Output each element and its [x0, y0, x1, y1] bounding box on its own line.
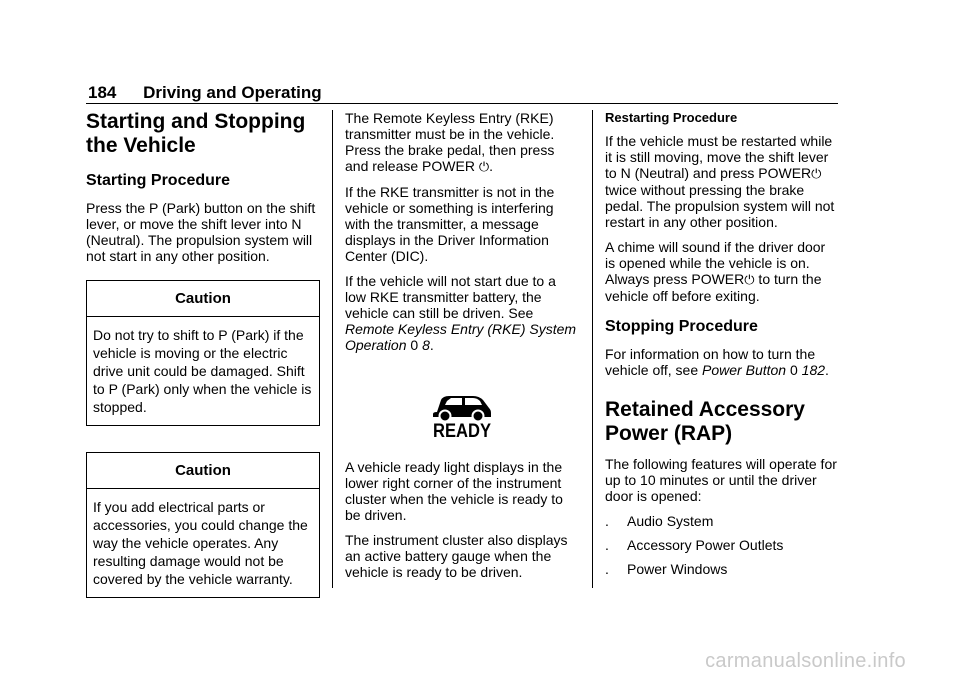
caution-title: Caution: [87, 453, 319, 489]
rke-page-ref[interactable]: 8: [422, 337, 430, 353]
ready-light-graphic: [345, 389, 579, 439]
stopping-paragraph: [605, 346, 839, 378]
low-battery-paragraph: [345, 273, 579, 353]
caution-title: Caution: [87, 281, 319, 317]
list-item-text: Power Windows: [627, 561, 728, 577]
column-2: [345, 110, 579, 589]
stopping-end: .: [825, 362, 829, 378]
power-icon: ⏻: [744, 272, 755, 287]
rke-paragraph: [345, 110, 579, 175]
list-item: [605, 561, 839, 577]
list-item-text: Accessory Power Outlets: [627, 537, 784, 553]
bullet-glyph: .: [605, 561, 609, 577]
caution-box-1: [86, 280, 320, 426]
column-1: [86, 110, 320, 598]
caution-body: Do not try to shift to P (Park) if the vehicle is moving or the electric drive unit could be damaged. Shift to P (Park) only when the vehicle is stopped.: [93, 327, 312, 415]
page-ref-icon: 0: [789, 362, 798, 378]
low-battery-end: .: [429, 337, 434, 353]
chime-text-b: to turn the vehicle off before exiting.: [605, 271, 822, 304]
power-button-page-ref[interactable]: 182: [801, 362, 826, 378]
page-ref-icon: 0: [410, 337, 419, 353]
restarting-procedure-heading: Restarting Procedure: [605, 110, 738, 125]
restart-paragraph-1: [605, 133, 839, 230]
list-item: [605, 513, 839, 529]
chime-text-a: A chime will sound if the driver door is opened while the vehicle is on. Always press POWER: [605, 239, 826, 287]
header-rule: [86, 103, 838, 104]
rke-end: .: [489, 158, 494, 174]
rke-text: The Remote Keyless Entry (RKE) transmitter must be in the vehicle. Press the brake pedal, then press and release POWER: [345, 110, 555, 174]
bullet-glyph: .: [605, 513, 609, 529]
list-item: [605, 537, 839, 553]
power-icon: ⏻: [811, 166, 822, 181]
starting-procedure-text: Press the P (Park) button on the shift lever, or move the shift lever into N (Neutral). The propulsion system will not start in any other position.: [86, 200, 316, 264]
page-number: 184: [88, 83, 117, 102]
caution-box-2: [86, 452, 320, 598]
power-icon: ⏻: [478, 159, 490, 174]
ready-car-icon: [427, 389, 497, 439]
rap-title: Retained Accessory Power (RAP): [605, 398, 805, 445]
watermark: carmanualsonline.info: [705, 650, 906, 672]
restart-text-a: If the vehicle must be restarted while it is still moving, move the shift lever to N (Neutral) and press POWER: [605, 133, 833, 181]
ready-light-paragraph: A vehicle ready light displays in the lower right corner of the instrument cluster when the vehicle is ready to be driven.: [345, 459, 563, 523]
battery-gauge-paragraph: The instrument cluster also displays an active battery gauge when the vehicle is ready to be driven.: [345, 532, 568, 580]
restart-paragraph-2: [605, 239, 839, 304]
column-3: [605, 110, 839, 585]
restart-text-b: twice without pressing the brake pedal. The propulsion system will not restart in any other position.: [605, 182, 835, 230]
section-title: Driving and Operating: [143, 83, 322, 102]
bullet-glyph: .: [605, 537, 609, 553]
low-battery-text: If the vehicle will not start due to a low RKE transmitter battery, the vehicle can still be driven. See: [345, 273, 556, 321]
ready-label: READY: [433, 421, 492, 439]
column-divider-2: [592, 110, 593, 588]
power-button-link[interactable]: Power Button: [702, 362, 787, 378]
stopping-procedure-heading: Stopping Procedure: [605, 318, 758, 335]
caution-body: If you add electrical parts or accessories, you could change the way the vehicle operates. Any resulting damage would not be covered by the vehicle warranty.: [93, 499, 308, 587]
starting-procedure-heading: Starting Procedure: [86, 172, 231, 189]
stopping-text: For information on how to turn the vehicle off, see: [605, 346, 816, 378]
rke-missing-paragraph: If the RKE transmitter is not in the vehicle or something is interfering with the transmitter, a message displays in the Driver Information Center (DIC).: [345, 184, 555, 264]
page-header: [88, 83, 322, 103]
main-title: Starting and Stopping the Vehicle: [86, 110, 306, 157]
column-divider-1: [332, 110, 333, 588]
list-item-text: Audio System: [627, 513, 714, 529]
rke-system-link[interactable]: Remote Keyless Entry (RKE) System Operation: [345, 321, 577, 353]
rap-intro: The following features will operate for up to 10 minutes or until the driver door is opened:: [605, 456, 837, 504]
